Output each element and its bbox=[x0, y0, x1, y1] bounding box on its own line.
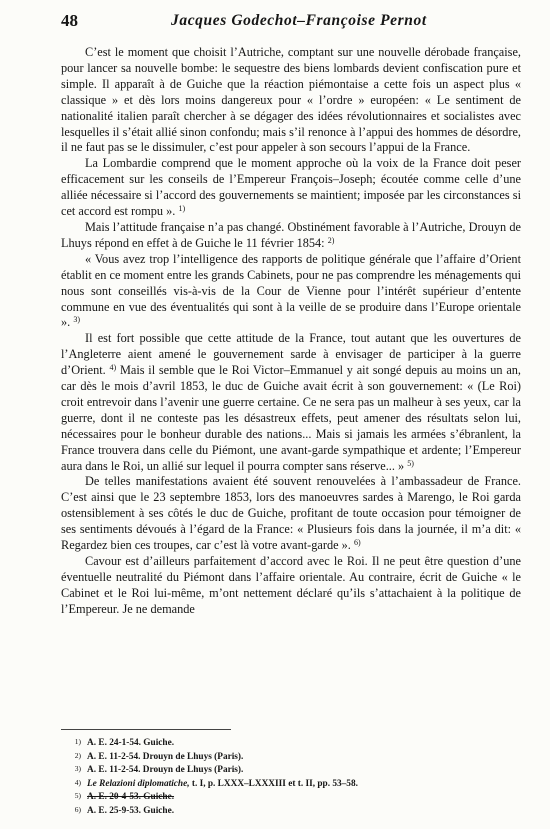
paragraph-text: De telles manifestations avaient été souvent renouvelées à l’ambassadeur de France. C’est ainsi que le 23 septembre 1853, lors des manoeuvres sardes à Marengo, le Roi garda ostensiblement à ses côtés le duc de Guiche, profitant de toute occasion pour témoigner de ses sentiments dévoués à l’égard de la France: « Plusieurs fois dans la journée, il m’a dit: « Regardez bien ces troupes, car c’est là votre avant-garde ». bbox=[61, 474, 521, 553]
body-text bbox=[61, 45, 521, 618]
footnotes bbox=[61, 736, 521, 818]
running-head-title: Jacques Godechot–Françoise Pernot bbox=[171, 12, 427, 29]
footnote-divider bbox=[61, 729, 231, 730]
footnote-1 bbox=[61, 736, 521, 750]
page-number: 48 bbox=[61, 11, 78, 30]
footnote-title: Le Relazioni diplomatiche, bbox=[87, 778, 190, 789]
paragraph-text: « Vous avez trop l’intelligence des rapports de politique générale que l’affaire d’Orient établit en ce moment entre les grands Cabinets, pour ne pas comprendre les ménagements qui nous sont conseillés vis-à-vis de la Cour de Vienne pour l’intérêt supérieur d’entente commune en vue des éventualités qui sont à la veille de se produire dans l’Europe orientale ». bbox=[61, 251, 521, 330]
footnote-5 bbox=[61, 790, 521, 804]
note-marker: 3) bbox=[73, 315, 80, 325]
paragraph-text: La Lombardie comprend que le moment approche où la voix de la France doit peser efficacement sur les conseils de l’Empereur François–Joseph; écoutée comme celle d’une alliée nécessaire si l’accord des gouvernements se maintient; imposée par les circonstances si cet accord est rompu ». bbox=[61, 156, 521, 219]
paragraph-text: Cavour est d’ailleurs parfaitement d’accord avec le Roi. Il ne peut être question d’une éventuelle neutralité du Piémont dans l’affaire orientale. Au contraire, écrit de Guiche « le Cabinet et le Roi lui-même, m’ont nettement déclaré qu’ils s’attachaient à la politique de l’Empereur. Je ne demande bbox=[61, 554, 521, 616]
note-marker: 5) bbox=[407, 458, 414, 468]
footnote-number: 1) bbox=[74, 737, 81, 746]
paragraph-7 bbox=[61, 554, 521, 618]
footnote-text: A. E. 11-2-54. Drouyn de Lhuys (Paris). bbox=[87, 765, 244, 776]
paragraph-text: Il est fort possible que cette attitude de la France, tout autant que les ouvertures de l’Angleterre aient amené le gouvernement sarde à envisager de participer à la guerre d’Orient. bbox=[61, 331, 521, 378]
footnote-3 bbox=[61, 763, 521, 777]
footnote-text: A. E. 25-9-53. Guiche. bbox=[87, 805, 175, 816]
note-marker: 6) bbox=[353, 538, 361, 548]
note-marker: 2) bbox=[327, 235, 335, 245]
footnote-4 bbox=[61, 777, 521, 791]
paragraph-6 bbox=[61, 474, 521, 554]
footnote-text: A. E. 11-2-54. Drouyn de Lhuys (Paris). bbox=[87, 751, 244, 762]
paragraph-5 bbox=[61, 331, 521, 474]
footnote-number: 5) bbox=[74, 791, 81, 801]
footnote-6 bbox=[61, 804, 521, 818]
note-marker: 4) bbox=[109, 363, 117, 373]
footnote-number: 3) bbox=[74, 764, 81, 774]
footnote-number: 4) bbox=[74, 777, 81, 787]
footnote-number: 6) bbox=[74, 804, 81, 814]
footnote-text: t. I, p. LXXX–LXXXIII et t. II, pp. 53–58. bbox=[189, 778, 358, 789]
footnote-2 bbox=[61, 750, 521, 764]
footnote-number: 2) bbox=[74, 750, 81, 760]
paragraph-2 bbox=[61, 156, 521, 220]
footnote-text: A. E. 20-4-53. Guiche. bbox=[87, 792, 175, 803]
note-marker: 1) bbox=[178, 204, 186, 214]
paragraph-3 bbox=[61, 220, 521, 252]
running-head bbox=[61, 11, 528, 33]
paragraph-1 bbox=[61, 45, 521, 156]
footnote-text: A. E. 24-1-54. Guiche. bbox=[87, 738, 175, 748]
paragraph-text: Mais l’attitude française n’a pas changé. Obstinément favorable à l’Autriche, Drouyn de Lhuys répond en effet à de Guiche le 11 février 1854: bbox=[61, 219, 521, 250]
paragraph-text: Mais il semble que le Roi Victor–Emmanuel y ait songé depuis au moins un an, car dès le mois d’avril 1853, le duc de Guiche avait écrit à son gouvernement: « (Le Roi) croit entrevoir dans l’avenir une guerre certaine. Ce ne sera pas un malheur à ses yeux, car la guerre, dont il ne conteste pas les désastreux effets, peut amener des résultats selon lui, nécessaires pour le bonheur durable des nations... Mais si jamais les armées s’ébranlent, la France trouvera dans celle du Piémont, une avant-garde sympathique et ardente; l’Empereur aura dans le Roi, un allié sur lequel il pourra compter sans réserve... » bbox=[61, 363, 521, 473]
paragraph-text: C’est le moment que choisit l’Autriche, comptant sur une nouvelle dérobade française, pour lancer sa nouvelle bombe: le sequestre des biens lombards devient confiscation pure et simple. Il apparaît à de Guiche que la réaction piémontaise a cette fois un aspect plus « classique » et dès lors moins dangereux pour « l’ordre » européen: « Le sentiment de nationalité italien paraît chercher à se dégager des idées révolutionnaires et socialistes avec lesquelles il s’était allié sinon confondu; mais s’il renonce à l’appui des hommes de désordre, il ne faut pas se le dissimuler, c’est pour appeler à son secours l’appui de la France. bbox=[61, 45, 521, 155]
paragraph-4 bbox=[61, 252, 521, 332]
